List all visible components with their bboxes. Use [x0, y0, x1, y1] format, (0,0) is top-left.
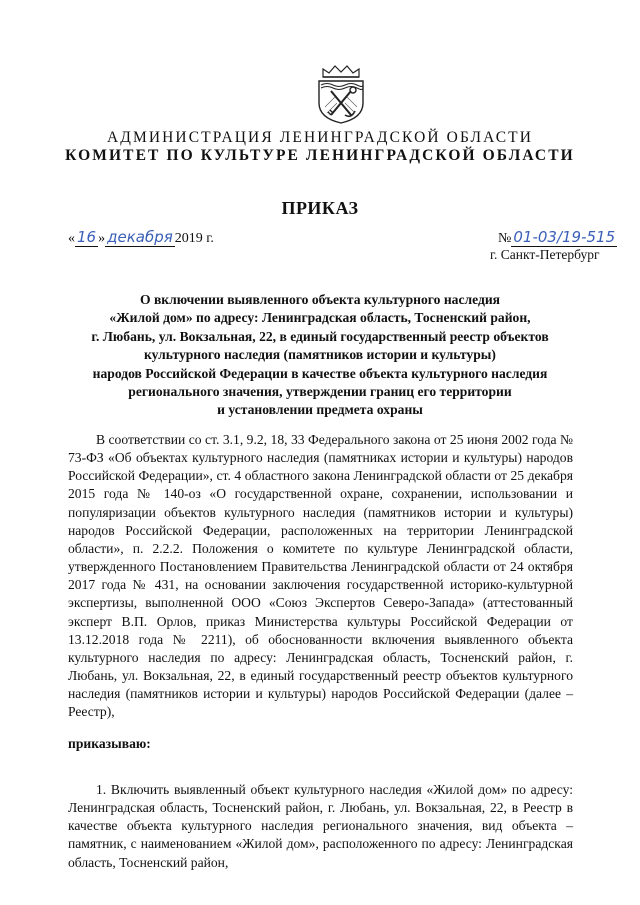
order-word: приказываю: — [68, 736, 151, 751]
document-date — [68, 228, 214, 247]
document-type: ПРИКАЗ — [281, 198, 359, 218]
date-day: 16 — [77, 228, 97, 246]
title-line: «Жилой дом» по адресу: Ленинградская область, Тосненский район, — [109, 310, 531, 326]
number-sign: № — [498, 231, 512, 246]
committee-name: КОМИТЕТ ПО КУЛЬТУРЕ ЛЕНИНГРАДСКОЙ ОБЛАСТИ — [65, 147, 575, 164]
date-quote-open: « — [68, 231, 75, 246]
date-year: 2019 г. — [174, 231, 214, 246]
title-line: О включении выявленного объекта культурного наследия — [139, 292, 501, 307]
organization-name: АДМИНИСТРАЦИЯ ЛЕНИНГРАДСКОЙ ОБЛАСТИ — [107, 129, 533, 146]
preamble-paragraph: В соответствии со ст. 3.1, 9.2, 18, 33 Федерального закона от 25 июня 2002 года № 73-ФЗ «Об объектах культурного наследия (памятниках истории и культуры) народов Российской Федерации», ст. 4 областного закона Ленинградской области от 25 декабря 2015 года № 140-оз «О государственной охране, сохранении, использовании и популяризации объектов культурного наследия (памятников истории и культуры) народов Российской Федерации, расположенных на территории Ленинградской области», п. 2.2.2. Положения о комитете по культуре Ленинградской области, утвержденного Постановлением Правительства Ленинградской области от 24 октября 2017 года № 431, на основании заключения государственной историко-культурной экспертизы, выполненной ООО «Союз Экспертов Северо-Запада» (аттестованный эксперт В.П. Орлов, приказ Министерства культуры Российской Федерации от 13.12.2018 года № 2211), об обоснованности включения выявленного объекта культурного наследия по адресу: Ленинградская область, Тосненский район, г. Любань, ул. Вокзальная, 22, в единый государственный реестр объектов культурного наследия (памятников истории и культуры) народов Российской Федерации (далее – Реестр), — [68, 432, 573, 720]
order-items — [68, 781, 573, 872]
title-line: г. Любань, ул. Вокзальная, 22, в единый государственный реестр объектов — [91, 328, 549, 344]
order-item-1: 1. Включить выявленный объект культурного наследия «Жилой дом» по адресу: Ленинградская область, Тосненский район, г. Любань, ул. Вокзальная, 22, в Реестр в качестве объекта культурного наследия регионального значения, вид объекта – памятник, с наименованием «Жилой дом», расположенного по адресу: Ленинградская область, Тосненский район, — [68, 782, 573, 870]
document-number — [498, 228, 617, 247]
date-quote-close: » — [98, 231, 106, 246]
title-line: народов Российской Федерации в качестве объекта культурного наследия — [92, 365, 548, 381]
coat-of-arms-icon — [315, 63, 367, 125]
title-line: и установлении предмета охраны — [217, 402, 423, 418]
title-line: культурного наследия (памятников истории и культуры) — [144, 347, 496, 363]
date-month: декабря — [107, 228, 173, 246]
document-city: г. Санкт-Петербург — [490, 247, 600, 262]
title-line: регионального значения, утверждении границ его территории — [128, 384, 512, 400]
number-value: 01-03/19-515 — [513, 228, 616, 246]
document-title — [60, 291, 580, 420]
preamble-section — [68, 431, 573, 722]
